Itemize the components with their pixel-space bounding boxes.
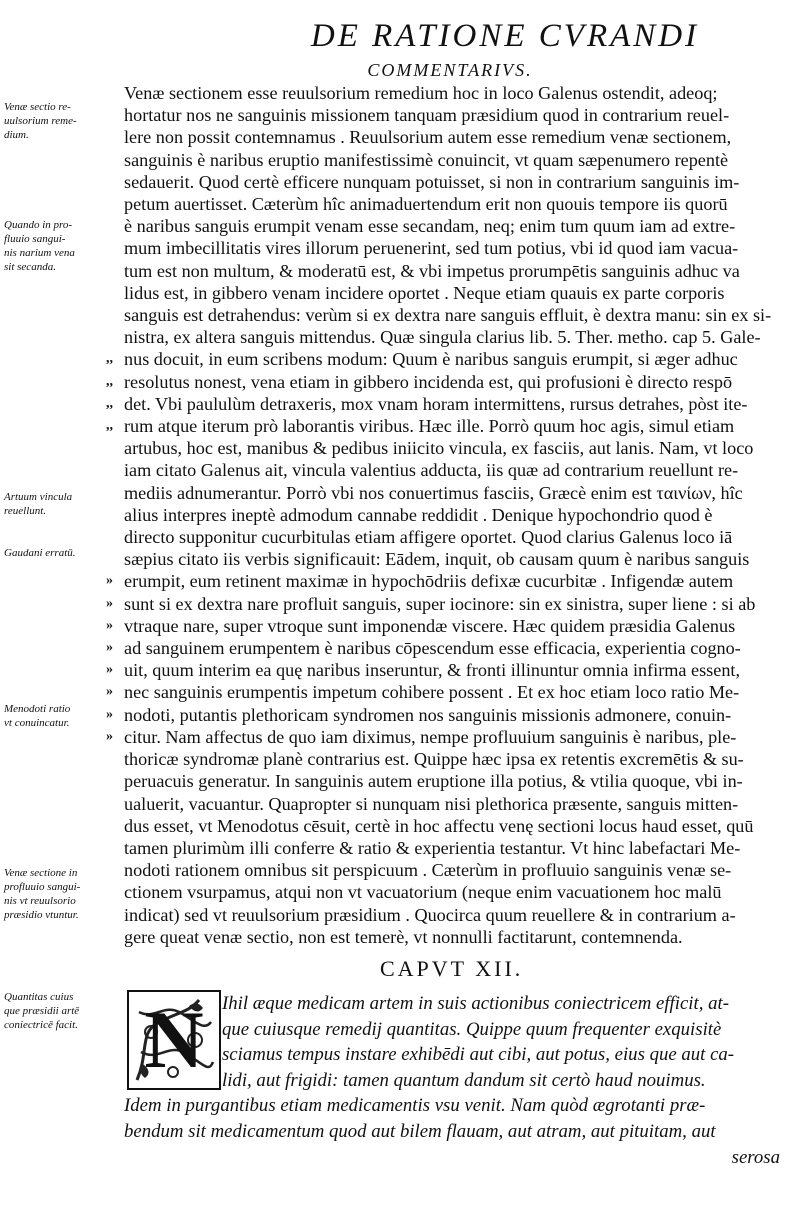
text-line: nodoti, putantis plethoricam syndromen nos sanguinis missionis admonere, conuin- <box>124 704 732 725</box>
text-line: Idem in purgantibus etiam medicamentis vsu venit. Nam quòd ægrotanti præ- <box>124 1095 706 1117</box>
text-line: dus esset, vt Menodotus cēsuit, certè in hoc affectu venę sectioni locus haud esset, quū <box>124 815 754 836</box>
margin-note: Menodoti ratio vt conuincatur. <box>4 703 71 729</box>
catchword: serosa <box>731 1146 780 1168</box>
margin-note: Quando in pro- fluuio sangui- nis narium vena sit secanda. <box>4 219 75 273</box>
text-line: Ihil æque medicam artem in suis actionibus coniectricem efficit, at- <box>222 993 729 1014</box>
text-line: Venæ sectionem esse reuulsorium remedium hoc in loco Galenus ostendit, adeoq; <box>124 83 718 103</box>
margin-note: Venæ sectione in profluuio sangui- nis vt reuulsorio præsidio vtuntur. <box>4 867 81 921</box>
text-line: lere non possit contemnamus . Reuulsorium autem esse remedium venæ sectionem, <box>124 127 732 148</box>
text-line: nistra, ex altera sanguis mittendus. Quæ singula clarius lib. 5. Ther. metho. cap 5. Gale- <box>124 327 761 348</box>
running-head-subtitle: COMMENTARIVS. <box>367 60 533 80</box>
text-line: nec sanguinis erumpentis impetum cohibere possent . Et ex hoc etiam loco ratio Me- <box>124 682 740 703</box>
text-line: nus docuit, in eum scribens modum: Quum è naribus sanguis erumpit, si æger adhuc <box>124 349 738 370</box>
text-line: tum est non multum, & moderatū est, & vbi impetus prorumpētis sanguinis adhuc va <box>124 260 740 281</box>
text-line: thoricæ syndromæ planè contrarius est. Quippe hæc ipsa ex retentis excremētis & su- <box>124 749 744 770</box>
chapter-text <box>124 991 780 1170</box>
text-line: artubus, hoc est, manibus & pedibus iniicito vincula, ex fasciis, aut lanis. Nam, vt loco <box>124 438 754 459</box>
text-line: sanguis est detrahendus: verùm si ex dextra nare sanguis effluit, è dextra manu: sin ex si- <box>124 305 772 326</box>
text-line: lidus est, in gibbero venam incidere oportet . Neque etiam quauis ex parte corporis <box>124 282 725 303</box>
quotation-marks: ,, ,, ,, ,, <box>106 351 113 433</box>
text-line: sedauerit. Quod certè efficere nunquam potuisset, si non in contrarium sanguinis im- <box>124 171 740 192</box>
text-line: ctionem vsurpamus, atqui non vt vacuatorium (neque enim vacuationem hoc malū <box>124 882 722 903</box>
text-line: sæpius citato iis verbis significauit: Eādem, inquit, ob causam quum è naribus sanguis <box>124 549 750 570</box>
text-line: lidi, aut frigidi: tamen quantum dandum sit certò haud nouimus. <box>222 1069 706 1091</box>
quotation-marks: » » » » » » » » <box>106 573 113 744</box>
text-line: nodoti rationem omnibus sit perspicuum . Cæterùm in profluuio sanguinis venæ se- <box>124 860 732 881</box>
margin-note: Gaudani erratū. <box>4 547 76 559</box>
text-line: que cuiusque remedij quantitas. Quippe quum frequenter exquisitè <box>222 1018 722 1040</box>
text-line: alius interpres ineptè admodum cannabe reddidit . Denique hypochondrio quod è <box>124 504 713 525</box>
text-line: rum atque iterum prò laborantis viribus. Hæc ille. Porrò quum hoc agis, simul etiam <box>124 416 735 437</box>
commentary-text <box>124 82 780 948</box>
text-line: erumpit, eum retinent maximæ in hypochōdriis defixæ cucurbitæ . Infigendæ autem <box>124 571 734 592</box>
margin-note: Artuum vincula reuellunt. <box>4 491 73 517</box>
text-line: hortatur nos ne sanguinis missionem tanquam præsidium quod in contrarium reuel- <box>124 105 730 126</box>
text-line: citur. Nam affectus de quo iam diximus, nempe profluuium sanguinis è naribus, ple- <box>124 726 737 747</box>
text-line: petum auertisset. Cæterùm hîc animaduertendum erit non quouis tempore iis quorū <box>124 194 728 215</box>
text-line: sciamus tempus instare exhibēdi aut cibi, aut potus, eius que aut ca- <box>222 1044 735 1066</box>
text-line: ualuerit, vacuantur. Quapropter si nunquam nisi plethorica præsente, sanguis mitten- <box>124 793 739 814</box>
margin-note: Venæ sectio re- uulsorium reme- dium. <box>4 101 77 141</box>
text-line: directo supponitur cucurbitulas etiam affigere oportet. Quod clarius Galenus loco iā <box>124 527 733 548</box>
text-line: è naribus sanguis erumpit venam esse secandam, neq; enim tum quum iam ad extre- <box>124 216 736 237</box>
chapter-heading: CAPVT XII. <box>380 956 524 981</box>
text-line: indicat) sed vt reuulsorium præsidium . Quocirca quum reuellere & in contrarium a- <box>124 904 736 925</box>
text-line: sunt si ex dextra nare profluit sanguis, super iocinore: sin ex sinistra, super liene : si ab <box>124 593 756 614</box>
text-line: sanguinis è naribus eruptio manifestissimè conuincit, vt quam sæpenumero repentè <box>124 149 729 170</box>
text-line: tamen plurimùm illi conferre & ratio & experientia testantur. Vt hinc labefactari Me- <box>124 837 741 858</box>
margin-note: Quantitas cuius que præsidii artē coniectricē facit. <box>4 991 80 1031</box>
text-line: vtraque nare, super vtroque sunt imponendæ viscere. Hæc quidem præsidia Galenus <box>124 615 736 636</box>
initial-letter: N <box>144 994 204 1085</box>
text-line: gere queat venæ sectio, non est temerè, vt nonnulli factitarunt, contemnenda. <box>124 926 683 947</box>
running-head-title: DE RATIONE CVRANDI <box>310 18 700 54</box>
text-line: iam citato Galenus ait, vincula valentius adducta, iis quæ ad contrarium reuellunt re- <box>124 460 739 481</box>
text-line: ad sanguinem erumpentem è naribus cōpescendum esse efficacia, experientia cogno- <box>124 638 741 659</box>
text-line: peruacuis generatur. In sanguinis autem eruptione illa potius, & vtilia quoque, vbi in- <box>124 771 743 792</box>
text-line: mum imbecillitatis vires illorum peruenerint, sed tum potius, vbi id quod iam vacua- <box>124 238 739 259</box>
text-line: uit, quum interim ea quę naribus inseruntur, & fronti illinuntur omnia infirma essent, <box>124 660 741 681</box>
text-line: det. Vbi paululùm detraxeris, mox vnam horam intermittens, rursus detrahes, pòst ite- <box>124 393 748 414</box>
text-line: resolutus nonest, vena etiam in gibbero incidenda est, qui profusioni è directo respō <box>124 371 733 392</box>
text-line: bendum sit medicamentum quod aut bilem flauam, aut atram, aut pituitam, aut <box>124 1120 716 1142</box>
text-line: mediis adnumerantur. Porrò vbi nos conuertimus fasciis, Græcè enim est ταινίων, hîc <box>124 482 743 503</box>
